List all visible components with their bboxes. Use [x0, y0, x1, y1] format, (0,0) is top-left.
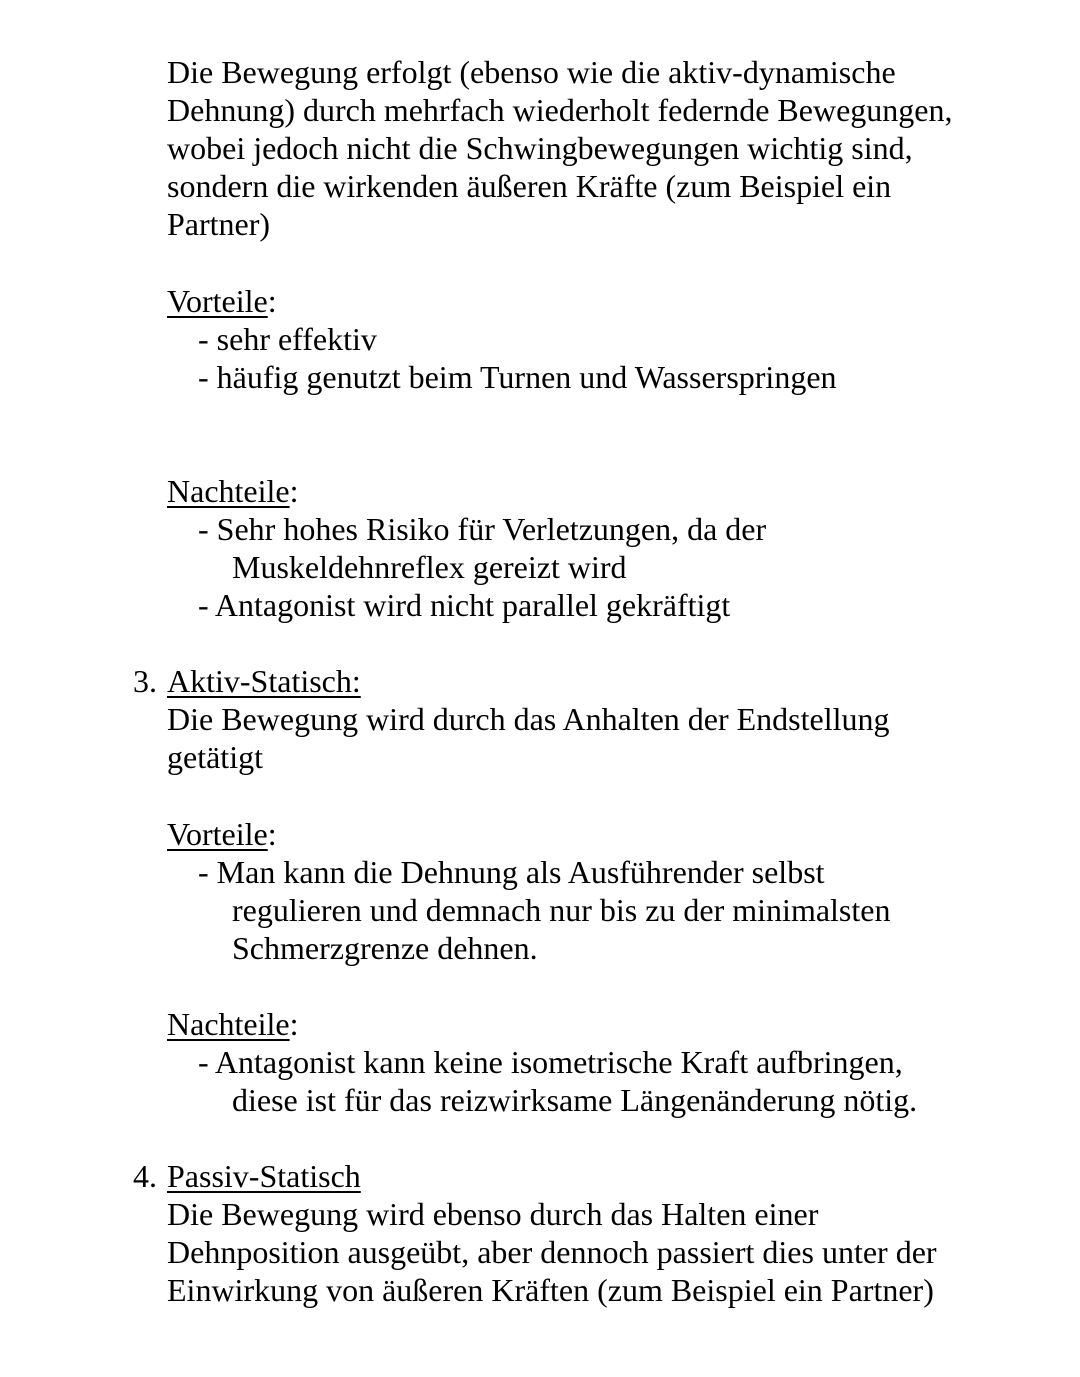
intro-line: Die Bewegung erfolgt (ebenso wie die aktiv-dynamische — [167, 54, 896, 90]
section4-description-line: Einwirkung von äußeren Kräften (zum Beispiel ein Partner) — [167, 1272, 934, 1308]
section4-number: 4. — [133, 1158, 157, 1194]
intro-line: sondern die wirkenden äußeren Kräfte (zum Beispiel ein — [167, 168, 892, 204]
list-item-continuation: regulieren und demnach nur bis zu der minimalsten — [232, 892, 891, 928]
section4-title: Passiv-Statisch — [167, 1158, 361, 1194]
section3-title: Aktiv-Statisch: — [167, 663, 361, 699]
intro-line: Dehnung) durch mehrfach wiederholt federnde Bewegungen, — [167, 92, 953, 128]
intro-line: wobei jedoch nicht die Schwingbewegungen wichtig sind, — [167, 130, 913, 166]
section4-description-line: Die Bewegung wird ebenso durch das Halten einer — [167, 1196, 819, 1232]
vorteile-heading: Vorteile: — [167, 283, 277, 319]
list-item: - Antagonist wird nicht parallel gekräftigt — [198, 587, 731, 623]
section3-number: 3. — [133, 663, 157, 699]
section3-description-line: getätigt — [167, 739, 263, 775]
list-item: - Sehr hohes Risiko für Verletzungen, da der — [198, 511, 767, 547]
vorteile-heading: Vorteile: — [167, 816, 277, 852]
nachteile-heading: Nachteile: — [167, 473, 299, 509]
section3-description-line: Die Bewegung wird durch das Anhalten der Endstellung — [167, 701, 890, 737]
list-item-continuation: diese ist für das reizwirksame Längenänderung nötig. — [232, 1082, 918, 1118]
section4-description-line: Dehnposition ausgeübt, aber dennoch passiert dies unter der — [167, 1234, 937, 1270]
nachteile-heading: Nachteile: — [167, 1006, 299, 1042]
list-item: - häufig genutzt beim Turnen und Wasserspringen — [198, 359, 837, 395]
list-item-continuation: Muskeldehnreflex gereizt wird — [232, 549, 627, 585]
list-item: - Antagonist kann keine isometrische Kraft aufbringen, — [198, 1044, 903, 1080]
intro-line: Partner) — [167, 206, 271, 242]
list-item-continuation: Schmerzgrenze dehnen. — [232, 930, 538, 966]
list-item: - Man kann die Dehnung als Ausführender selbst — [198, 854, 825, 890]
list-item: - sehr effektiv — [198, 321, 377, 357]
